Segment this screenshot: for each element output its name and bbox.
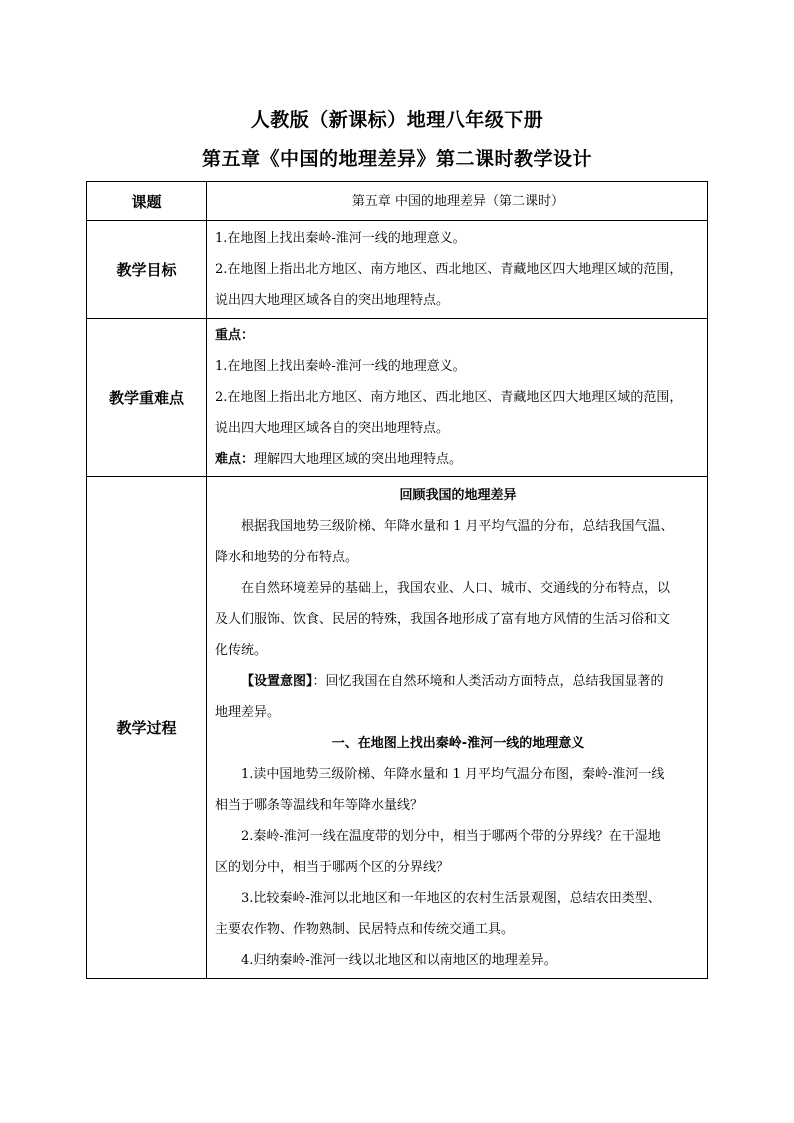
process-design-intent-line-2: 地理差异。 <box>215 704 281 720</box>
process-heading-section-1: 一、在地图上找出秦岭-淮河一线的地理意义 <box>331 735 585 751</box>
document-title: 人教版（新课标）地理八年级下册 <box>250 109 544 131</box>
question-3-line-1: 3.比较秦岭-淮河以北地区和一年地区的农村生活景观图，总结农田类型、 <box>241 890 661 906</box>
goal-line-3: 说出四大地理区域各自的突出地理特点。 <box>215 293 450 308</box>
difficulty-text: 理解四大地理区域的突出地理特点。 <box>254 452 463 467</box>
row-keypoints <box>87 319 708 477</box>
question-3-line-2: 主要农作物、作物熟制、民居特点和传统交通工具。 <box>215 921 515 937</box>
label-process: 教学过程 <box>87 477 207 979</box>
key-point-line-2: 2.在地图上指出北方地区、南方地区、西北地区、青藏地区四大地理区域的范围， <box>215 390 683 405</box>
row-process <box>87 477 708 979</box>
design-intent-text: ：回忆我国在自然环境和人类活动方面特点，总结我国显著的 <box>312 673 664 689</box>
process-p2-line-2: 及人们服饰、饮食、民居的特殊，我国各地形成了富有地方风情的生活习俗和文 <box>215 611 671 627</box>
lesson-plan-table <box>86 181 708 979</box>
process-design-intent-line-1 <box>215 666 701 697</box>
process-p2-line-3: 化传统。 <box>215 642 268 658</box>
label-keypoints: 教学重难点 <box>87 319 207 477</box>
question-1-line-1: 1.读中国地势三级阶梯、年降水量和 1 月平均气温分布图，秦岭-淮河一线 <box>241 766 665 782</box>
goal-line-2: 2.在地图上指出北方地区、南方地区、西北地区、青藏地区四大地理区域的范围， <box>215 262 683 277</box>
label-goals: 教学目标 <box>87 221 207 319</box>
process-content <box>207 477 708 979</box>
label-topic: 课题 <box>87 182 207 221</box>
difficulty-heading: 难点： <box>215 452 255 467</box>
topic-value: 第五章 中国的地理差异（第二课时） <box>207 182 708 221</box>
key-point-line-1: 1.在地图上找出秦岭-淮河一线的地理意义。 <box>215 359 466 374</box>
question-1-line-2: 相当于哪条等温线和年等降水量线？ <box>215 797 424 813</box>
document-subtitle: 第五章《中国的地理差异》第二课时教学设计 <box>201 148 592 170</box>
goal-line-1: 1.在地图上找出秦岭-淮河一线的地理意义。 <box>215 231 466 246</box>
process-p1-line-2: 降水和地势的分布特点。 <box>215 549 359 565</box>
process-heading-review: 回顾我国的地理差异 <box>399 487 517 503</box>
question-2-line-2: 区的划分中，相当于哪两个区的分界线？ <box>215 859 450 875</box>
design-intent-tag: 【设置意图】 <box>241 673 313 689</box>
process-p2-line-1: 在自然环境差异的基础上，我国农业、人口、城市、交通线的分布特点，以 <box>241 580 671 596</box>
goals-content <box>207 221 708 319</box>
question-2-line-1: 2.秦岭-淮河一线在温度带的划分中，相当于哪两个带的分界线？在干湿地 <box>241 828 661 844</box>
row-goals <box>87 221 708 319</box>
question-4-line-1: 4.归纳秦岭-淮河一线以北地区和以南地区的地理差异。 <box>241 952 557 968</box>
process-p1-line-1: 根据我国地势三级阶梯、年降水量和 1 月平均气温的分布，总结我国气温、 <box>241 518 674 534</box>
key-points-heading: 重点： <box>215 328 255 343</box>
difficulty-line <box>215 444 701 475</box>
key-point-line-3: 说出四大地理区域各自的突出地理特点。 <box>215 421 450 436</box>
keypoints-content <box>207 319 708 477</box>
row-topic <box>87 182 708 221</box>
